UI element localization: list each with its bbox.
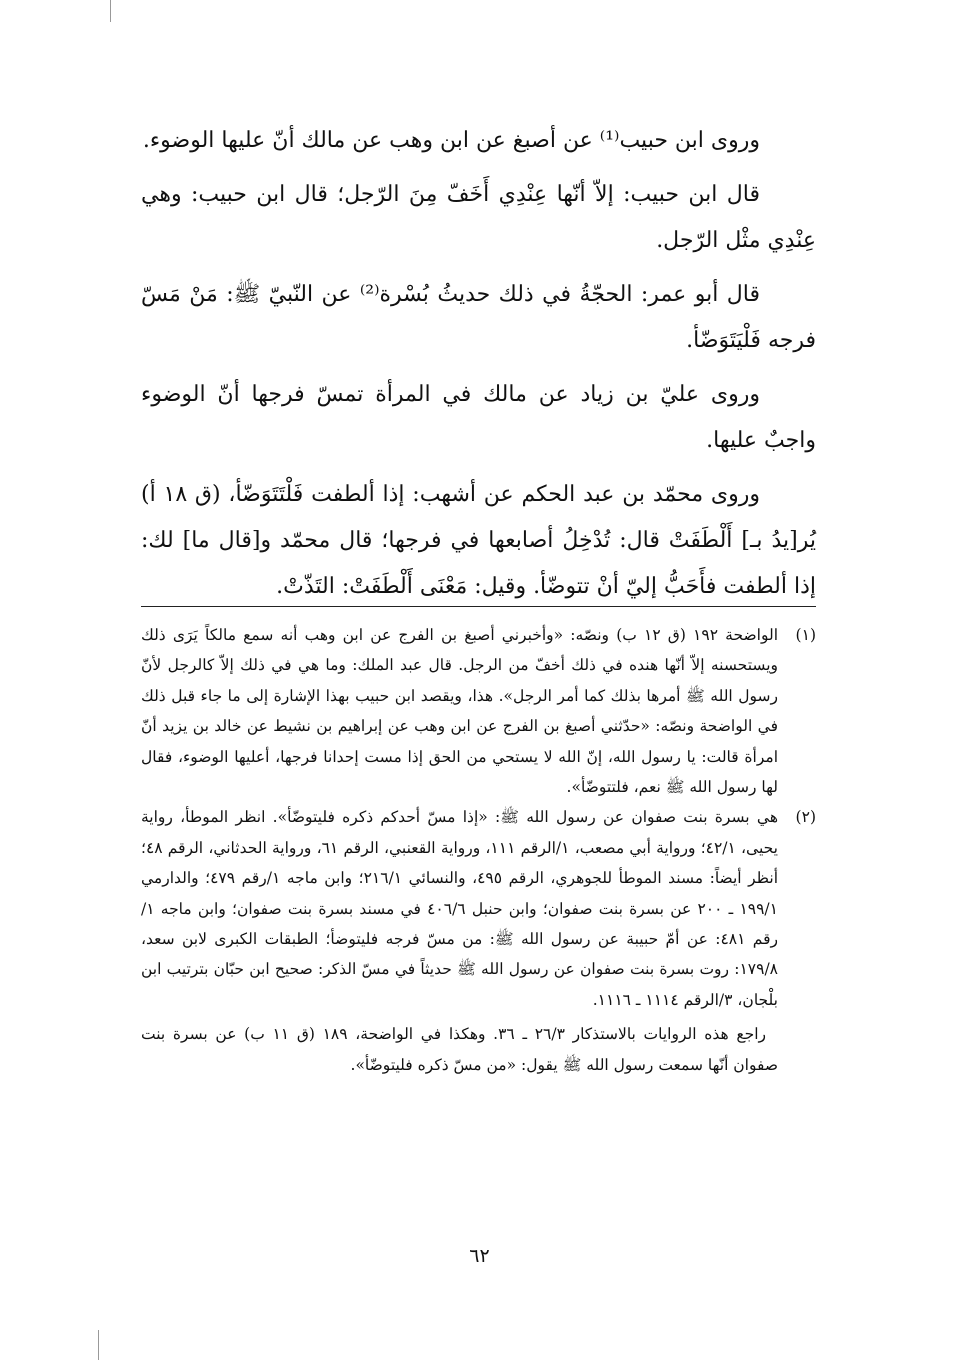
footnote-2-continuation: راجع هذه الروايات بالاستذكار ٢٦/٣ ـ ٣٦. وهكذا في الواضحة، ١٨٩ (ق ١١ ب) عن بسرة بنت صفوان أنّها سمعت رسول الله ﷺ يقول: «من مسّ ذكره فليتوضّأ». bbox=[141, 1025, 778, 1074]
footnote-1-number: (١) bbox=[795, 626, 816, 644]
footnote-2-text: هي بسرة بنت صفوان عن رسول الله ﷺ: «إذا مسّ أحدكم ذكره فليتوضّأ». انظر الموطأ، رواية يحيى، ٤٢/١؛ ورواية أبي مصعب، ١/الرقم ١١١، ورواية القعنبي، الرقم ٦١، ورواية الحدثاني، الرقم ٤٨؛ أنظر أيضاً: مسند الموطأ للجوهري، الرقم ٤٩٥، والنسائي ٢١٦/١؛ وابن ماجه ١/رقم ٤٧٩؛ والدارمي ١٩٩/١ ـ ٢٠٠ عن بسرة بنت صفوان؛ وابن حنبل ٤٠٦/٦ في مسند بسرة بنت صفوان؛ وابن ماجه ١/رقم ٤٨١: عن أمّ حبيبة عن رسول الله ﷺ: من مسّ فرجه فليتوضأ؛ الطبقات الكبرى لابن سعد، ١٧٩/٨: روت بسرة بنت صفوان عن رسول الله ﷺ حديثاً في مسّ الذكر: صحيح ابن حبّان بترتيب ابن بلْجان، ٣/الرقم ١١١٤ ـ ١١١٦. bbox=[141, 808, 779, 1009]
paragraph-4: وروى عليّ بن زياد عن مالك في المرأة تمسّ فرجها أنّ الوضوء واجبٌ عليها. bbox=[141, 382, 816, 453]
footnote-2 bbox=[141, 802, 816, 1015]
footnote-1-text: الواضحة ١٩٢ (ق ١٢ ب) ونصّه: «وأخبرني أصبغ بن الفرج عن ابن وهب أنه سمع مالكاً يَرَى ذلك ويستحسنه إلاّ أنّها هنده في ذلك أخفّ من الرجل. قال عبد الملك: وما هي في ذلك إلاّ كالرجل لأنّ رسول الله ﷺ أمرها بذلك كما أمر الرجل». هذا، ويقصد ابن حبيب بهذا الإشارة إلى ما جاء قبل ذلك في الواضحة ونصّه: «حدّثني أصبغ بن الفرج عن ابن وهب عن إبراهيم بن نشيط عن خالد بن يزيد أنّ امرأة قالت: يا رسول الله، إنّ الله لا يستحي من الحق إذا مست إحدانا فرجها، أعليها الوضوء، فقال لها رسول الله ﷺ نعم، فلتتوضّأ». bbox=[141, 626, 779, 797]
paragraph-2: قال ابن حبيب: إلاّ أنّها عِنْدِي أَخَفّ مِنَ الرّجل؛ قال ابن حبيب: وهي عِنْدِي مثْل الرّجل. bbox=[141, 182, 816, 253]
paragraph-5: وروى محمّد بن عبد الحكم عن أشهب: إذا ألطفت فَلْتَتَوَضّأ، (ق ١٨ أ) يُر[يدُ بـ] أَلْطَفَتْ قال: تُدْخِلُ أصابعها في فرجها؛ قال محمّد و[قال ما] لك: إذا ألطفت فأَحَبُّ إليّ أنْ تتوضّأ. وقيل: مَعْنَى أَلْطَفَتْ: التَذّتْ. bbox=[141, 482, 816, 599]
footnote-separator bbox=[141, 606, 816, 607]
crop-mark-bottom bbox=[98, 1330, 99, 1360]
crop-mark-top bbox=[110, 0, 111, 22]
paragraph-1: وروى ابن حبيب⁽¹⁾ عن أصبغ عن ابن وهب عن مالك أنّ عليها الوضوء. bbox=[142, 128, 760, 153]
footnote-2-number: (٢) bbox=[795, 808, 816, 827]
paragraph-3: قال أبو عمر: الحجّةُ في ذلك حديثُ بُسْرة⁽²⁾ عن النّبيّ ﷺ: مَنْ مَسّ فرجه فَلْيَتَوَضّأ. bbox=[141, 282, 816, 353]
page-number: ٦٢ bbox=[469, 1245, 490, 1267]
footnotes bbox=[141, 620, 816, 1080]
main-text bbox=[141, 118, 816, 618]
footnote-1 bbox=[141, 620, 816, 802]
